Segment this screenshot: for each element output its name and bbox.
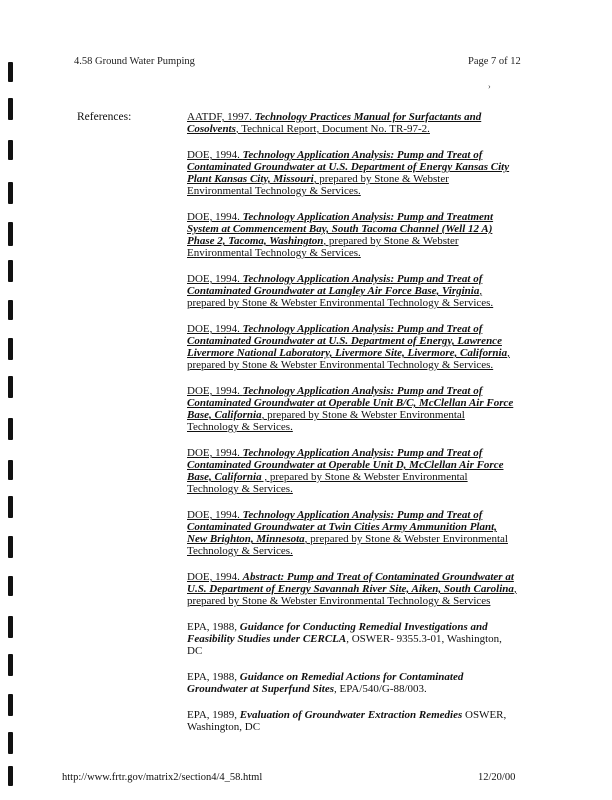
binder-mark xyxy=(8,260,13,282)
binder-mark xyxy=(8,576,13,596)
binder-mark xyxy=(8,300,13,320)
reference-entry[interactable]: DOE, 1994. Technology Application Analysis: Pump and Treatment System at Commencement Bay, South Tacoma Channel (Well 12 A) Phase 2, Tacoma, Washington, prepared by Stone & Webster Environmental Technology & Services. xyxy=(187,211,494,259)
page-number: Page 7 of 12 xyxy=(468,56,521,67)
binder-mark xyxy=(8,140,13,160)
reference-list xyxy=(187,111,517,747)
binder-mark xyxy=(8,62,13,82)
reference-entry[interactable]: DOE, 1994. Technology Application Analysis: Pump and Treat of Contaminated Groundwater at Langley Air Force Base, Virginia, prepared by Stone & Webster Environmental Technology & Services. xyxy=(187,273,494,309)
binder-mark xyxy=(8,654,13,676)
reference-entry[interactable]: DOE, 1994. Technology Application Analysis: Pump and Treat of Contaminated Groundwater at Operable Unit D, McClellan Air Force Base, California , prepared by Stone & Webster Environmental Technology & Services. xyxy=(187,447,504,495)
footer-url: http://www.frtr.gov/matrix2/section4/4_58.html xyxy=(62,772,263,783)
reference-entry[interactable]: DOE, 1994. Technology Application Analysis: Pump and Treat of Contaminated Groundwater at Operable Unit B/C, McClellan Air Force Base, California, prepared by Stone & Webster Environmental Technology & Services. xyxy=(187,385,514,433)
binder-mark xyxy=(8,376,13,398)
binder-mark xyxy=(8,732,13,754)
binder-mark xyxy=(8,98,13,120)
binder-mark xyxy=(8,616,13,638)
reference-entry[interactable]: DOE, 1994. Abstract: Pump and Treat of Contaminated Groundwater at U.S. Department of Energy Savannah River Site, Aiken, South Carolina, prepared by Stone & Webster Environmental Technology & Services xyxy=(187,571,517,607)
binder-mark xyxy=(8,182,13,204)
binder-mark xyxy=(8,496,13,518)
references-label: References: xyxy=(77,111,132,123)
binder-mark xyxy=(8,338,13,360)
binder-mark xyxy=(8,766,13,786)
reference-entry[interactable]: DOE, 1994. Technology Application Analysis: Pump and Treat of Contaminated Groundwater at Twin Cities Army Ammunition Plant, New Brighton, Minnesota, prepared by Stone & Webster Environmental Technology & Services. xyxy=(187,509,508,557)
binder-mark xyxy=(8,694,13,716)
page-header-title: 4.58 Ground Water Pumping xyxy=(74,56,195,67)
reference-entry[interactable]: DOE, 1994. Technology Application Analysis: Pump and Treat of Contaminated Groundwater at U.S. Department of Energy Kansas City Plant Kansas City, Missouri, prepared by Stone & Webster Environmental Technology & Services. xyxy=(187,149,510,197)
reference-entry[interactable]: DOE, 1994. Technology Application Analysis: Pump and Treat of Contaminated Groundwater at U.S. Department of Energy, Lawrence Livermore National Laboratory, Livermore Site, Livermore, California, prepared by Stone & Webster Environmental Technology & Services. xyxy=(187,323,510,371)
reference-entry: EPA, 1988, Guidance on Remedial Actions for Contaminated Groundwater at Superfund Sites, EPA/540/G-88/003. xyxy=(187,671,464,695)
binder-mark xyxy=(8,418,13,440)
binder-mark xyxy=(8,536,13,558)
footer-date: 12/20/00 xyxy=(478,772,516,783)
binder-mark xyxy=(8,460,13,480)
reference-entry: EPA, 1989, Evaluation of Groundwater Extraction Remedies OSWER, Washington, DC xyxy=(187,709,507,733)
reference-entry: EPA, 1988, Guidance for Conducting Remedial Investigations and Feasibility Studies under CERCLA, OSWER- 9355.3-01, Washington, DC xyxy=(187,621,502,657)
binder-mark xyxy=(8,222,13,246)
scan-speck: › xyxy=(488,82,491,91)
reference-entry[interactable]: AATDF, 1997. Technology Practices Manual for Surfactants and Cosolvents, Technical Report, Document No. TR-97-2. xyxy=(187,111,482,135)
